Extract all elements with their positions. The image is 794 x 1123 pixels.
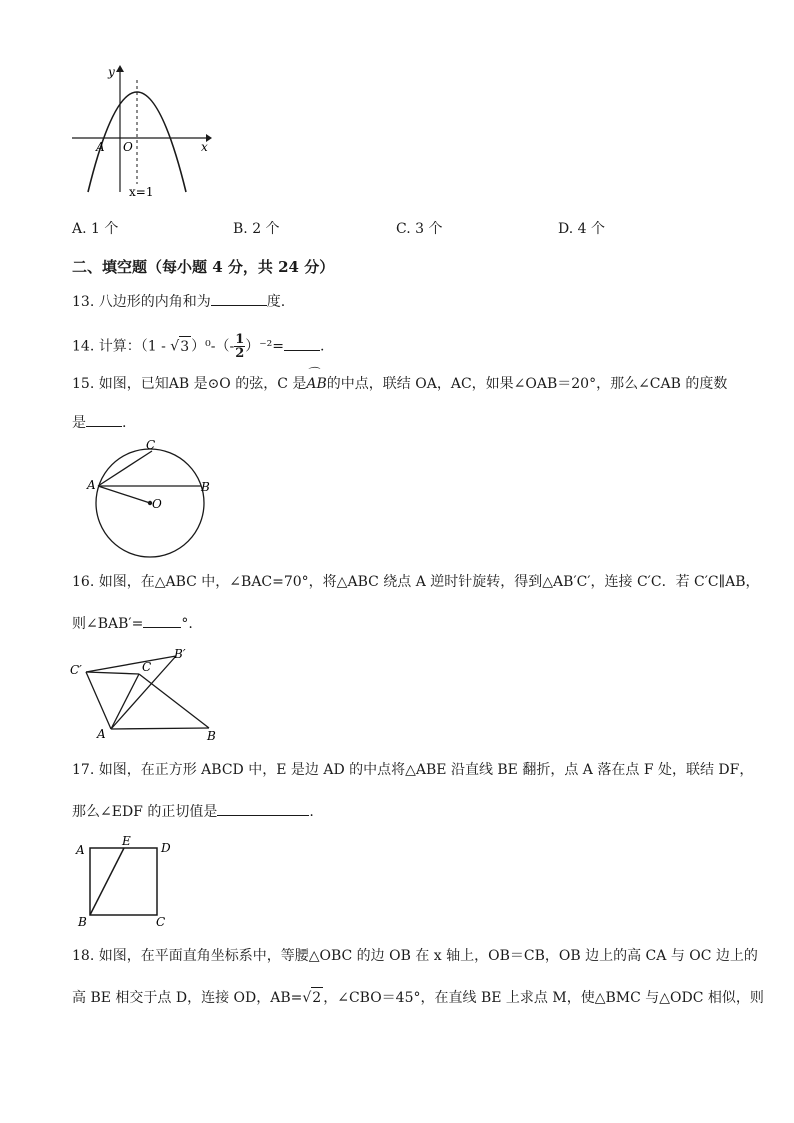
symmetry-axis-label: x=1 [129, 185, 154, 199]
q14-suffix: . [319, 338, 325, 355]
segment-oa [98, 486, 150, 503]
choice-b: B. 2 个 [233, 221, 280, 237]
q18-line2-post: ，∠CBO＝45°，在直线 BE 上求点 M，使△BMC 与△ODC 相似，则 [323, 990, 764, 1006]
question-13 [72, 291, 285, 312]
question-16-line1: 16. 如图，在△ABC 中，∠BAC=70°，将△ABC 绕点 A 逆时针旋转，得到△AB′C′，连接 C′C．若 C′C∥AB， [72, 574, 760, 590]
q16-line2-text: 则∠BAB′= [72, 616, 144, 632]
section-title: 二、填空题（每小题 4 分，共 24 分） [72, 258, 335, 276]
x-label: x [201, 140, 208, 154]
y-label: y [108, 65, 115, 79]
question-15-line1 [72, 374, 727, 394]
q13-suffix: 度. [266, 294, 286, 310]
label-a: A [76, 843, 85, 857]
label-e: E [122, 834, 131, 848]
parabola-figure [66, 60, 216, 202]
choice-d: D. 4 个 [558, 221, 605, 237]
square-abcd [90, 848, 157, 915]
segment-c1c [86, 672, 139, 674]
q15-line2-text: 是 [72, 415, 86, 431]
q17-line2-text: 那么∠EDF 的正切值是 [72, 804, 218, 820]
label-b: B [207, 729, 216, 743]
q17-blank [217, 801, 309, 816]
label-c: C [156, 915, 166, 929]
q14-sqrt-value: 3 [179, 336, 191, 357]
label-o: O [152, 497, 162, 511]
q14-mid: ）⁰-（- [191, 338, 235, 355]
question-16-line2 [72, 613, 193, 634]
label-d: D [161, 841, 171, 855]
label-a: A [87, 478, 96, 492]
segment-ac [98, 451, 152, 486]
question-17-line2 [72, 801, 314, 822]
choice-a: A. 1 个 [72, 221, 119, 237]
origin-label: O [123, 140, 133, 154]
sqrt-symbol: √ [170, 338, 180, 355]
label-c: C [142, 660, 152, 674]
segment-cb [139, 674, 209, 728]
label-b: B [78, 915, 87, 929]
segment-be [90, 848, 124, 915]
arc-ab-label: ⌒ AB [306, 374, 326, 394]
q18-line2-text: 高 BE 相交于点 D，连接 OD，AB= [72, 990, 303, 1006]
q14-exponent: ）⁻²= [245, 338, 284, 355]
sqrt-symbol: √ [302, 990, 312, 1006]
q18-sqrt-value: 2 [311, 987, 323, 1008]
q14-text: 14. 计算：（1 - [72, 338, 166, 355]
q16-suffix: °. [181, 616, 193, 632]
fraction-numerator: 1 [235, 332, 245, 347]
q16-blank [143, 613, 181, 628]
q13-blank [211, 291, 267, 306]
question-17-line1: 17. 如图，在正方形 ABCD 中，E 是边 AD 的中点将△ABE 沿直线 BE 翻折，点 A 落在点 F 处，联结 DF， [72, 762, 754, 778]
question-18-line1: 18. 如图，在平面直角坐标系中，等腰△OBC 的边 OB 在 x 轴上，OB＝CB，OB 边上的高 CA 与 OC 边上的 [72, 948, 758, 964]
rotation-figure [66, 644, 226, 746]
point-a-label: A [96, 140, 105, 154]
question-15-line2 [72, 412, 126, 433]
q14-blank [284, 336, 320, 351]
q13-text: 13. 八边形的内角和为 [72, 294, 211, 310]
q17-suffix: . [309, 804, 314, 820]
q15-text-post: 的中点，联结 OA，AC，如果∠OAB＝20°，那么∠CAB 的度数 [326, 376, 728, 392]
question-14 [72, 333, 324, 360]
q15-blank [86, 412, 122, 427]
label-c-prime: C′ [70, 663, 82, 677]
circle-figure [84, 436, 218, 558]
question-18-line2 [72, 987, 764, 1008]
q15-text-pre: 15. 如图，已知AB 是⊙O 的弦，C 是 [72, 376, 307, 392]
segment-c1a [86, 672, 111, 729]
fraction [234, 333, 245, 360]
label-a: A [97, 727, 106, 741]
fraction-denominator: 2 [235, 346, 245, 361]
q15-suffix: . [122, 415, 127, 431]
label-b-prime: B′ [174, 647, 186, 661]
y-axis-arrow [116, 65, 124, 72]
label-c: C [146, 438, 156, 452]
square-figure [72, 834, 182, 930]
label-b: B [201, 480, 210, 494]
segment-ab [111, 728, 209, 729]
segment-c1b1 [86, 656, 176, 672]
choice-c: C. 3 个 [396, 221, 443, 237]
